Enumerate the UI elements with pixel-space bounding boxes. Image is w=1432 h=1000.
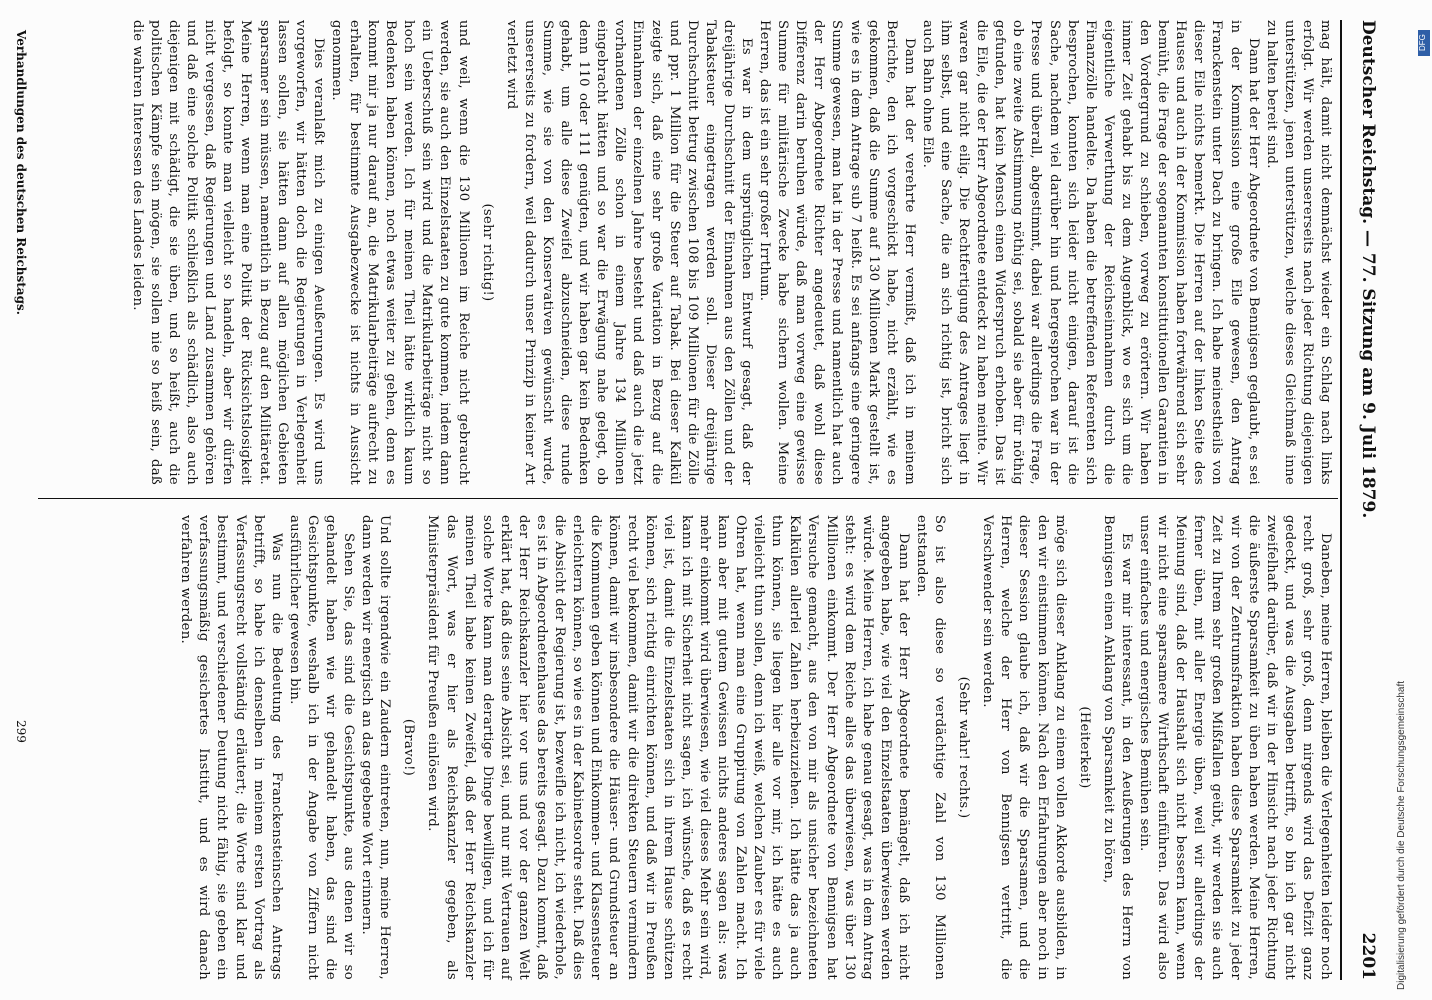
interjection: (Bravo!): [401, 718, 417, 777]
sheet-number: 299: [14, 720, 28, 743]
right-column: [176, 515, 1334, 980]
paragraph: Es war mir interessant, in den Aeußerungen des Herrn von Bennigsen einen Anklang von Sparsamkeit zu hören,: [1100, 515, 1134, 980]
dfg-logo-badge: DFG: [1418, 30, 1430, 56]
page-header: [1348, 20, 1378, 980]
paragraph: Und sollte irgendwie ein Zaudern eintreten, nun, meine Herren, dann werden wir energisch an das gegebene Wort erinnern.: [359, 515, 393, 980]
interjection: (sehr richtig!): [479, 203, 495, 302]
paragraph: Dann hat der Herr Abgeordnete bemängelt, daß ich nicht angegeben habe, wie viel den Einzelstaaten überwiesen werden würde. Meine Herren, ich habe genau gesagt, was in dem Antrag steht: es wird dem Reiche alles das überwiesen, was über 130 Millionen einkommt. Der Herr Abgeordnete von Bennigsen hat Versuche gemacht, aus den von mir als unsicher bezeichneten Kalkülen allerlei Zahlen herbeizuziehen. Ich hätte das ja auch thun können, sie liegen hier alle vor mir, ich hätte es auch vielleicht thun sollen, denn ich weiß, welchen Zauber es für viele Ohren hat, wenn man eine Gruppirung von Zahlen macht. Ich kann aber mit gutem Gewissen nichts anderes sagen als: was mehr einkommt wird überwiesen, wie viel dieses Mehr sein wird, kann ich mit Sicherheit nicht sagen, ich wünsche, daß es recht viel ist, damit die Einzelstaaten sich in ihrem Hause schützen können, sich richtig einrichten können, und daß wir in Preußen recht viel bekommen, damit wir die direkten Steuern vermindern können, damit wir insbesondere die Häuser- und Grundsteuer an die Kommunen geben können und Einkommen- und Klassensteuer erleichtern können, so wie es in der Kabinetsordre steht. Daß dies die Absicht der Regierung ist, bezweifle ich nicht, ich wiederhole, es ist in Abgeordnetenhause das bereits gesagt. Dazu kommt, daß der Herr Reichskanzler hier vor uns und vor der ganzen Welt erklärt hat, daß dies seine Absicht sei, und nur mit Vertrauen auf solche Worte kann man derartige Dinge bewilligen, und ich für meinen Theil habe keinen Zweifel, daß der Herr Reichskanzler das Wort, was er hier als Reichskanzler gegeben, als Ministerpräsident für Preußen einlösen wird.: [425, 515, 911, 980]
paragraph: Dann hat der verehrte Herr vermißt, daß ich in meinem Berichte, den ich vorgeschickt habe, nicht erzählt, wie es gekommen, daß die Summe auf 130 Millionen Mark gestellt ist, wie es in dem Antrage sub 7 heißt. Es sei anfangs eine geringere Summe gewesen, man hat in der Presse und namentlich hat auch der Herr Abgeordnete Richter angedeutet, daß wohl diese Differenz darin beruhen würde, daß man vorweg eine gewisse Summe für militärische Zwecke habe sichern wollen. Meine Herren, das ist ein sehr großer Irrthum.: [757, 20, 917, 485]
paragraph: möge sich dieser Anklang zu einem vollen Akkorde ausbilden, in den wir einstimmen können. Nach den Erfahrungen aber noch in dieser Session glaube ich, daß wir die Sparsamen, und die Herren, welche der Herr von Bennigsen vertritt, die Verschwender sein werden.: [980, 515, 1068, 980]
paragraph: Es war in dem ursprünglichen Entwurf gesagt, daß der dreijährige Durchschnitt der Einnahmen aus den Zöllen und der Tabaksteuer eingetragen werden soll. Dieser dreijährige Durchschnitt betrug zwischen 108 bis 109 Millionen für die Zölle und ppr. 1 Million für die Steuer auf Tabak. Bei dieser Kalkül zeigte sich, daß eine sehr große Variation in Bezug auf die Einnahmen der einzelnen Jahre besteht und daß auch die jetzt vorhandenen Zölle schon in einem Jahre 134 Millionen eingebracht hätten und so war die Erwägung nahe gelegt, ob denn 110 oder 111 genügten, und wir haben gar kein Bedenken gehabt, um alle diese Zweifel abzuschneiden, diese runde Summe, wie sie von den Konservativen gewünscht wurde, unsererseits zu fordern, weil dadurch unser Prinzip in keiner Art verletzt wird: [503, 20, 754, 485]
column-divider: [38, 498, 1338, 499]
paragraph: Daneben, meine Herren, bleiben die Verlegenheiten leider noch recht groß, sehr groß, denn nirgends wird das Defizit ganz gedeckt, und was die Ausgaben betrifft, so bin ich gar nicht zweifelhaft darüber, daß wir in der Hinsicht nach jeder Richtung die äußerste Sparsamkeit zu üben haben werden. Meine Herren, wir von der Zentrumsfraktion haben diese Sparsamkeit zu jeder Zeit zu Ihrem sehr großen Mißfallen geübt, wir werden sie auch ferner üben, mit aller Energie üben, weil wir allerdings der Meinung sind, daß der Haushalt sich nicht bessern kann, wenn wir nicht eine sparsamere Wirthschaft einführen. Das wird also unser einfaches und energisches Bemühen sein.: [1137, 515, 1333, 980]
interjection: (Sehr wahr! rechts.): [956, 676, 972, 819]
paragraph: Was nun die Bedeutung des Franckensteinschen Antrags betrifft, so habe ich denselben in meinem ersten Vortrag als Verfassungsrecht vollständig erläutert; die Worte sind klar und bestimmt, und verschiedener Deutung nicht fähig, sie geben ein verfassungsmäßig gesichertes Institut, und es wird danach verfahren werden.: [178, 515, 284, 980]
paragraph: Sehen Sie, das sind die Gesichtspunkte, aus denen wir so gehandelt haben wie wir gehandelt haben, das sind die Gesichtspunkte, weshalb ich in der Angabe von Ziffern nicht ausführlicher gewesen bin.: [286, 515, 357, 980]
paragraph: Dies veranlaßt mich zu einigen Aeußerungen. Es wird uns vorgeworfen, wir hätten doch die Regierungen in Verlegenheit lassen sollen, sie hätten dann auf allen möglichen Gebieten sparsamer sein müssen, namentlich in Bezug auf den Militäretat. Meine Herren, wenn man eine Politik der Rücksichtslosigkeit befolgt, so konnte man vielleicht so handeln, aber wir dürfen nicht vergessen, daß Regierungen und Land zusammen gehören und daß eine solche Politik schließlich als schädlich, also auch diejenigen mit schädigt, die sie üben, und so heißt, auch die politischen Kämpfe sein mögen, sie sollen nie so heiß sein, daß die wahren Interessen des Landes leiden.: [129, 20, 326, 485]
digitization-credit: Digitalisierung gefördert durch die Deutsche Forschungsgemeinschaft: [1396, 680, 1407, 990]
page-number: 2201: [1358, 932, 1378, 980]
footer-signature: Verhandlungen des deutschen Reichstags.: [14, 30, 28, 315]
paragraph: So ist also diese so verdächtige Zahl von 130 Millionen entstanden.: [914, 515, 948, 980]
header-rule: [1340, 20, 1342, 980]
interjection: (Heiterkeit): [1076, 706, 1092, 789]
paragraph: mag hält, damit nicht demnächst wieder ein Schlag nach links erfolgt. Wir werden unsererseits nach jeder Richtung diejenigen unterstützen, jenen unterstützen, welche dieses Gleichmaß inne zu halten bereit sind.: [1263, 20, 1333, 485]
paragraph: und weil, wenn die 130 Millionen im Reiche nicht gebraucht werden, sie auch den Einzelstaaten zu gute kommen, indem dann ein Ueberschuß sein wird und die Matrikularbeiträge nicht so hoch sein werden. Ich für meinen Theil hätte wirklich kaum Bedenken haben können, noch etwas weiter zu gehen, denn es kommt mir ja nur darauf an, die Matrikularbeiträge aufrecht zu erhalten, für bestimmte Ausgabezwecke ist nichts in Aussicht genommen.: [328, 20, 471, 485]
left-column: [128, 20, 1334, 485]
paragraph: Dann hat der Herr Abgeordnete von Bennigsen geglaubt, es sei in der Kommission eine große Eile gewesen, den Antrag Franckenstein unter Dach zu bringen. Ich habe meinestheils von dieser Eile nichts bemerkt. Die Herren auf der linken Seite des Hauses und auch in der Kommission haben fortwährend sich sehr bemüht, die Frage der sogenannten konstitutionellen Garantien in den Vordergrund zu schieben, vorweg zu erörtern. Wir haben immer Zeit gehabt bis zu dem Augenblick, wo es sich um die eigentliche Verwerthung der Reichseinnahmen durch die Finanzzölle handelte. Da haben die betreffenden Referenten sich besprochen, konnten sich leider nicht einigen, darauf ist die Sache, nachdem viel darüber hin und hergesprochen war in der Presse und überall, abgestimmt, dabei war allerdings die Frage, ob eine zweite Abstimmung nöthig sei, sobald sie aber für nöthig gefunden, hat kein Mensch einen Widerspruch erhoben. Das ist die Eile, die der Herr Abgeordnete entdeckt zu haben meinte. Wir waren gar nicht eilig. Die Rechtfertigung des Antrages liegt in ihm selbst, und eine Sache, die an sich richtig ist, bricht sich auch Bahn ohne Eile.: [919, 20, 1261, 485]
running-title: Deutscher Reichstag. — 77. Sitzung am 9. Juli 1879.: [1358, 20, 1378, 519]
